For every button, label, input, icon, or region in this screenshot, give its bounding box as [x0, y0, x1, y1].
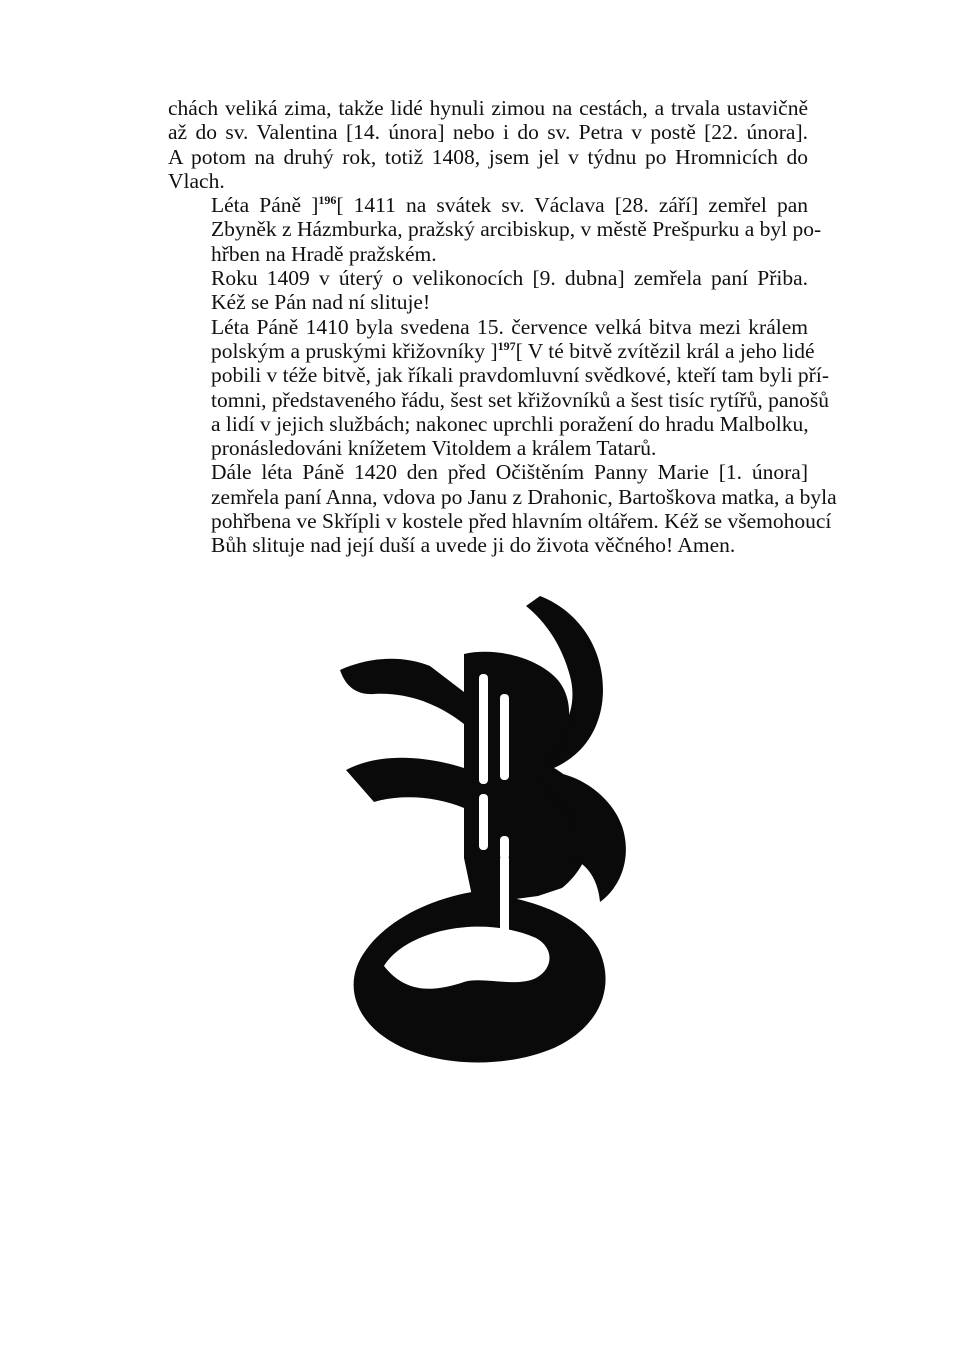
text-line: pronásledováni knížetem Vitoldem a králem Tatarů. [211, 436, 657, 461]
text-line: A potom na druhý rok, totiž 1408, jsem jel v týdnu po Hromnicích do [168, 144, 808, 169]
text-line: Zbyněk z Házmburka, pražský arcibiskup, v městě Prešpurku a byl po- [211, 217, 822, 242]
text-line: až do sv. Valentina [14. února] nebo i do sv. Petra v postě [22. února]. [168, 120, 808, 145]
text-line: hřben na Hradě pražském. [211, 241, 437, 266]
paragraph-5 [168, 460, 837, 558]
paragraph-4 [168, 314, 829, 461]
paragraph-2 [168, 193, 822, 266]
text-line: Dále léta Páně 1420 den před Očištěním Panny Marie [1. února] [211, 460, 808, 485]
text-line: zemřela paní Anna, vdova po Janu z Drahonic, Bartoškova matka, a byla [211, 484, 837, 509]
paragraph-1 [168, 96, 808, 193]
body-text [168, 96, 837, 558]
text-line: pohřbena ve Skřípli v kostele před hlavním oltářem. Kéž se všemohoucí [211, 509, 832, 534]
text-line: pobili v téže bitvě, jak říkali pravdomluvní svědkové, kteří tam byli pří- [211, 363, 829, 388]
text-line: a lidí v jejich službách; nakonec uprchli poražení do hradu Malbolku, [211, 411, 809, 436]
text-line: Léta Páně ]$^{196}$[ 1411 na svátek sv. Václava [28. září] zemřel pan [211, 193, 808, 218]
text-line: Kéž se Pán nad ní slituje! [211, 290, 431, 315]
paragraph-3 [168, 266, 808, 315]
blackletter-initial-b-icon [340, 596, 630, 1066]
text-line: tomni, představeného řádu, šest set křižovníků a šest tisíc rytířů, panošů [211, 387, 829, 412]
text-line: Léta Páně 1410 byla svedena 15. července velká bitva mezi králem [211, 314, 808, 339]
footnote-reference: 197 [497, 338, 516, 353]
text-line: chách veliká zima, takže lidé hynuli zimou na cestách, a trvala ustavičně [168, 96, 808, 120]
text-line: Bůh slituje nad její duší a uvede ji do života věčného! Amen. [211, 533, 736, 558]
text-line: polským a pruskými křižovníky ]$^{197}$[ V té bitvě zvítězil král a jeho lidé [211, 338, 815, 363]
text-line: Vlach. [168, 168, 225, 193]
text-line: Roku 1409 v úterý o velikonocích [9. dubna] zemřela paní Přiba. [211, 266, 808, 291]
footnote-reference: 196 [318, 193, 337, 208]
